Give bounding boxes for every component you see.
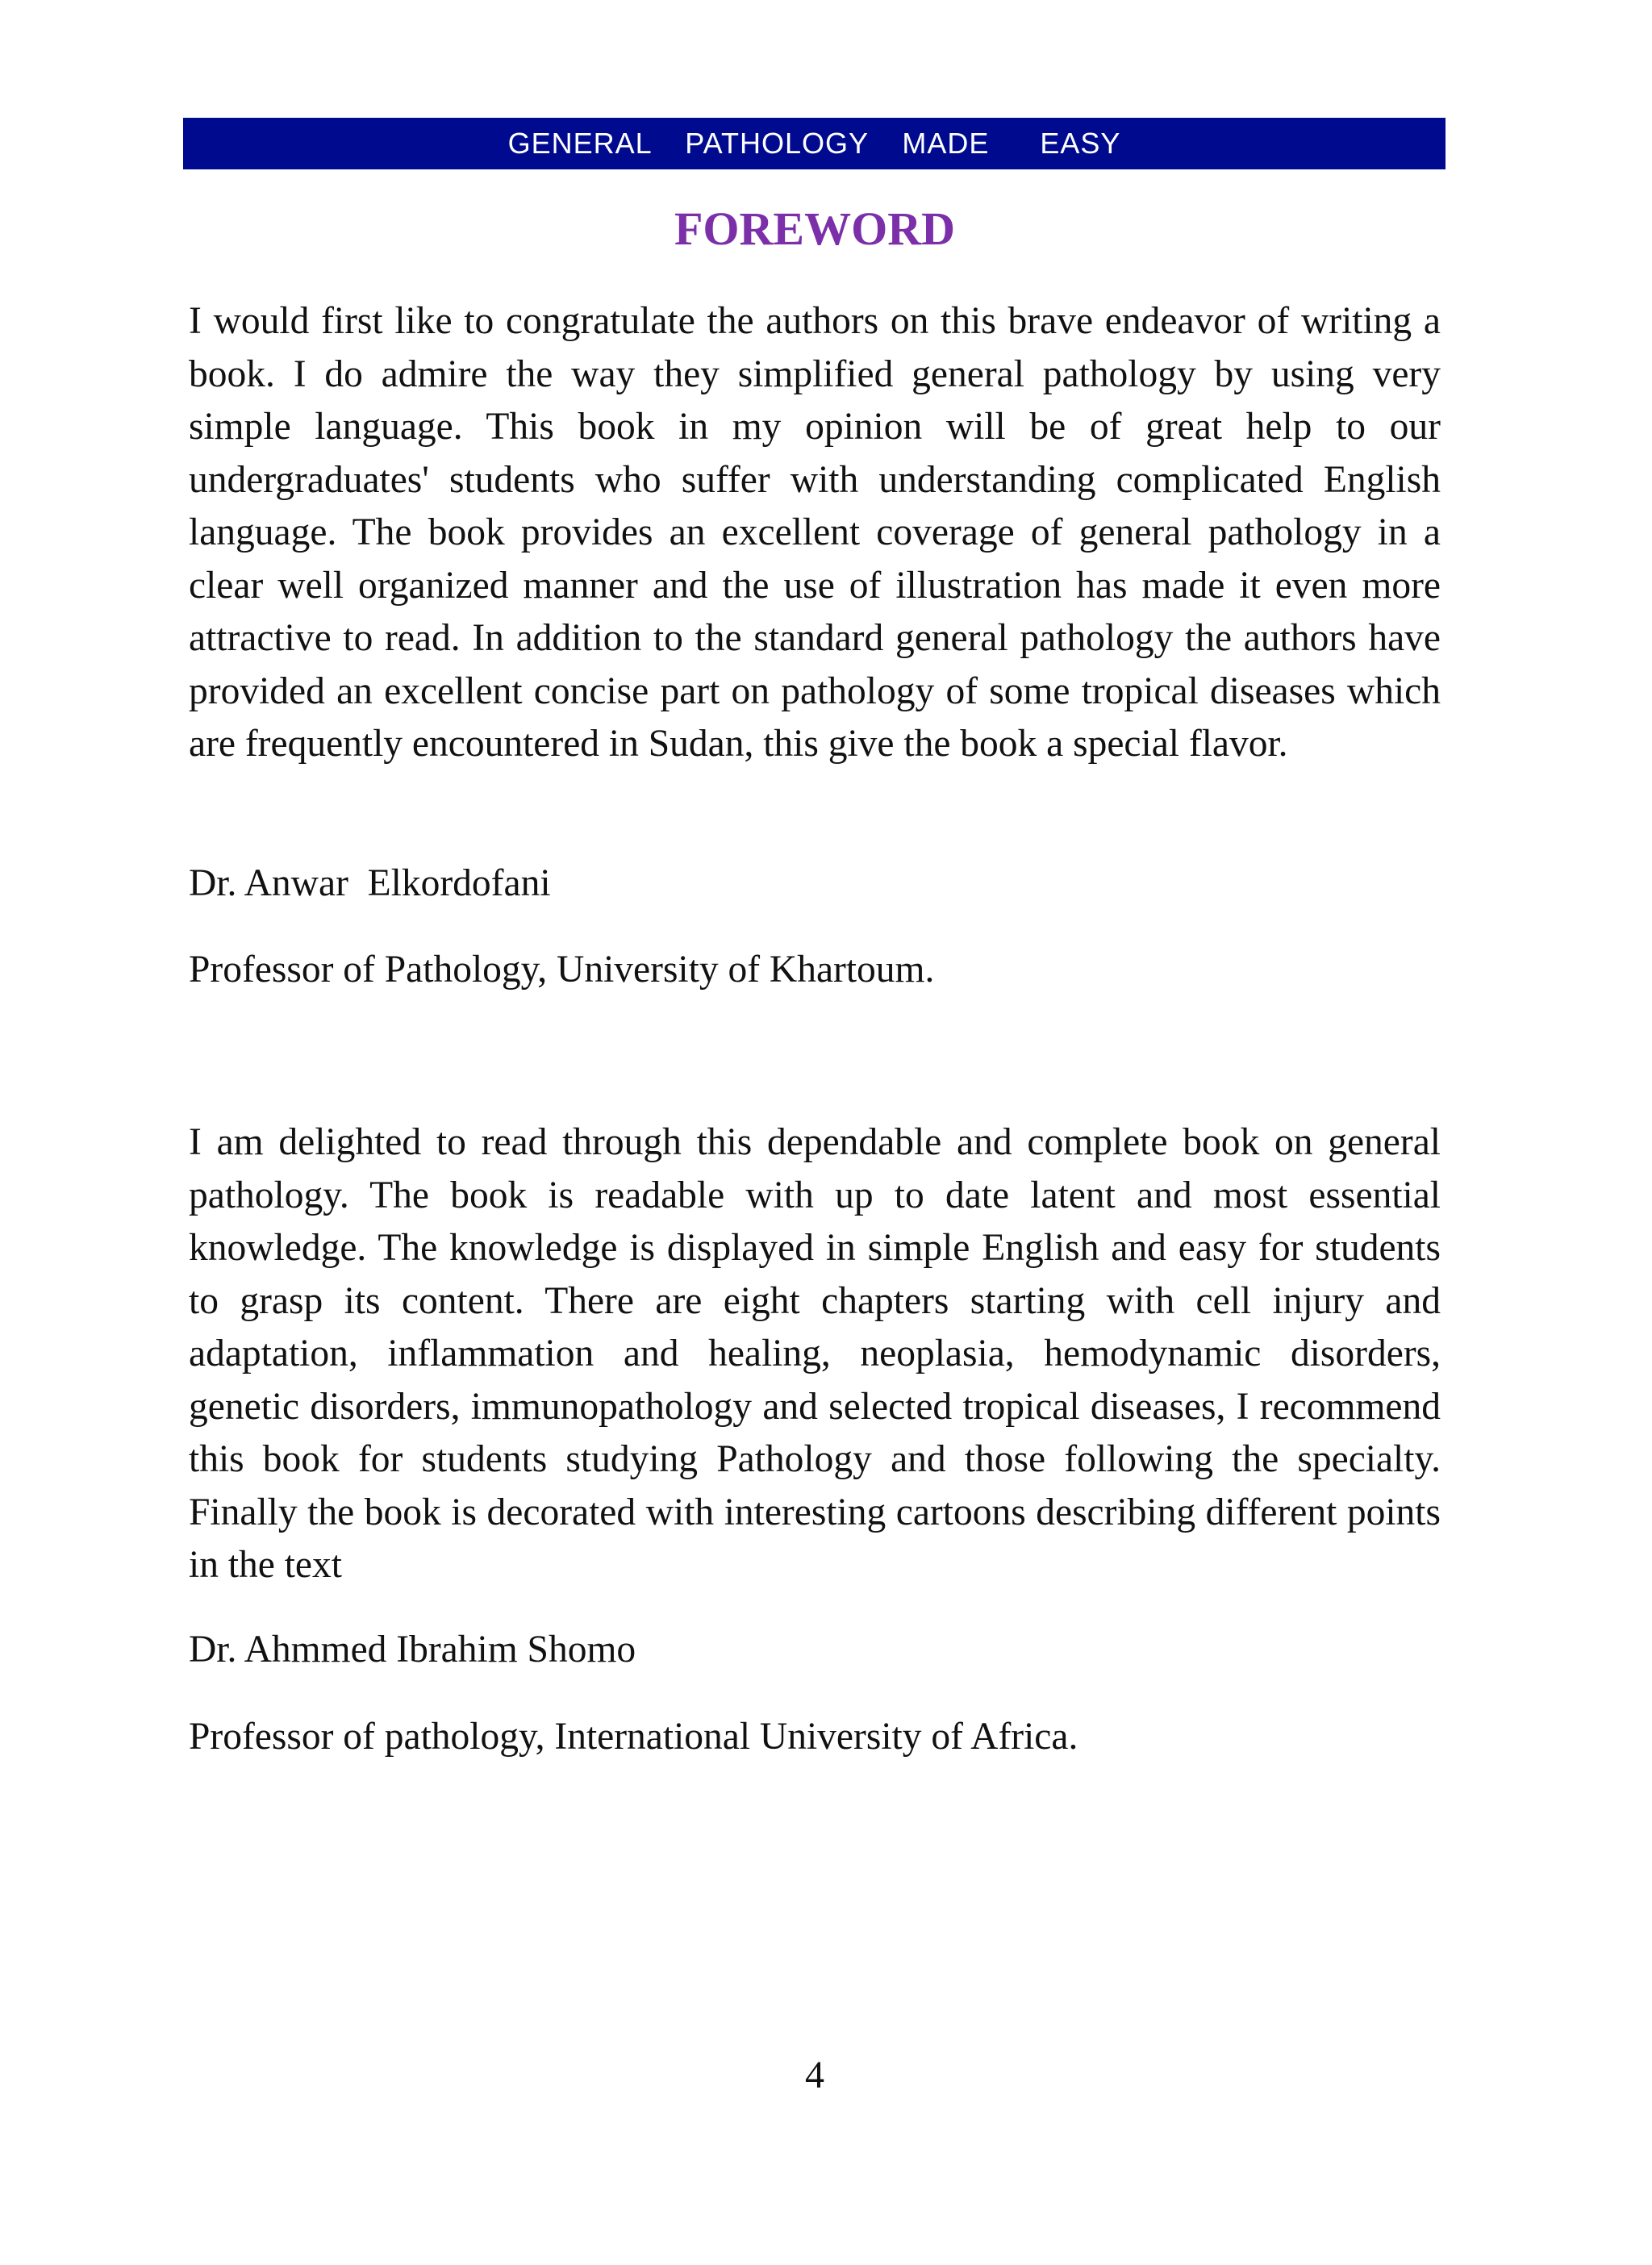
foreword-affiliation-2: Professor of pathology, International University of Africa. [189,1716,1078,1758]
foreword-author-2: Dr. Ahmmed Ibrahim Shomo [189,1629,636,1671]
foreword-paragraph-2: I am delighted to read through this dependable and complete book on general pathology. The book is readable with up to date latent and most essential knowledge. The knowledge is displayed in simple English and easy for students to grasp its content. There are eight chapters starting with cell injury and adaptation, inflammation and healing, neoplasia, hemodynamic disorders, genetic disorders, immunopathology and selected tropical diseases, I recommend this book for students studying Pathology and those following the specialty. Finally the book is decorated with interesting cartoons describing different points in the text [189,1121,1441,1586]
foreword-affiliation-1: Professor of Pathology, University of Khartoum. [189,949,935,991]
foreword-author-1: Dr. Anwar Elkordofani [189,862,551,904]
running-header-text: GENERAL PATHOLOGY MADE EASY [507,127,1121,160]
page-number: 4 [805,2054,824,2096]
foreword-paragraph-1: I would first like to congratulate the authors on this brave endeavor of writing a book. I do admire the way they simplified general pathology by using very simple language. This book in my opinion will be of great help to our undergraduates' students who suffer with understanding complicated English language. The book provides an excellent coverage of general pathology in a clear well organized manner and the use of illustration has made it even more attractive to read. In addition to the standard general pathology the authors have provided an excellent concise part on pathology of some tropical diseases which are frequently encountered in Sudan, this give the book a special flavor. [189,300,1441,765]
running-header-bar [183,118,1446,169]
page-title: FOREWORD [674,202,955,255]
